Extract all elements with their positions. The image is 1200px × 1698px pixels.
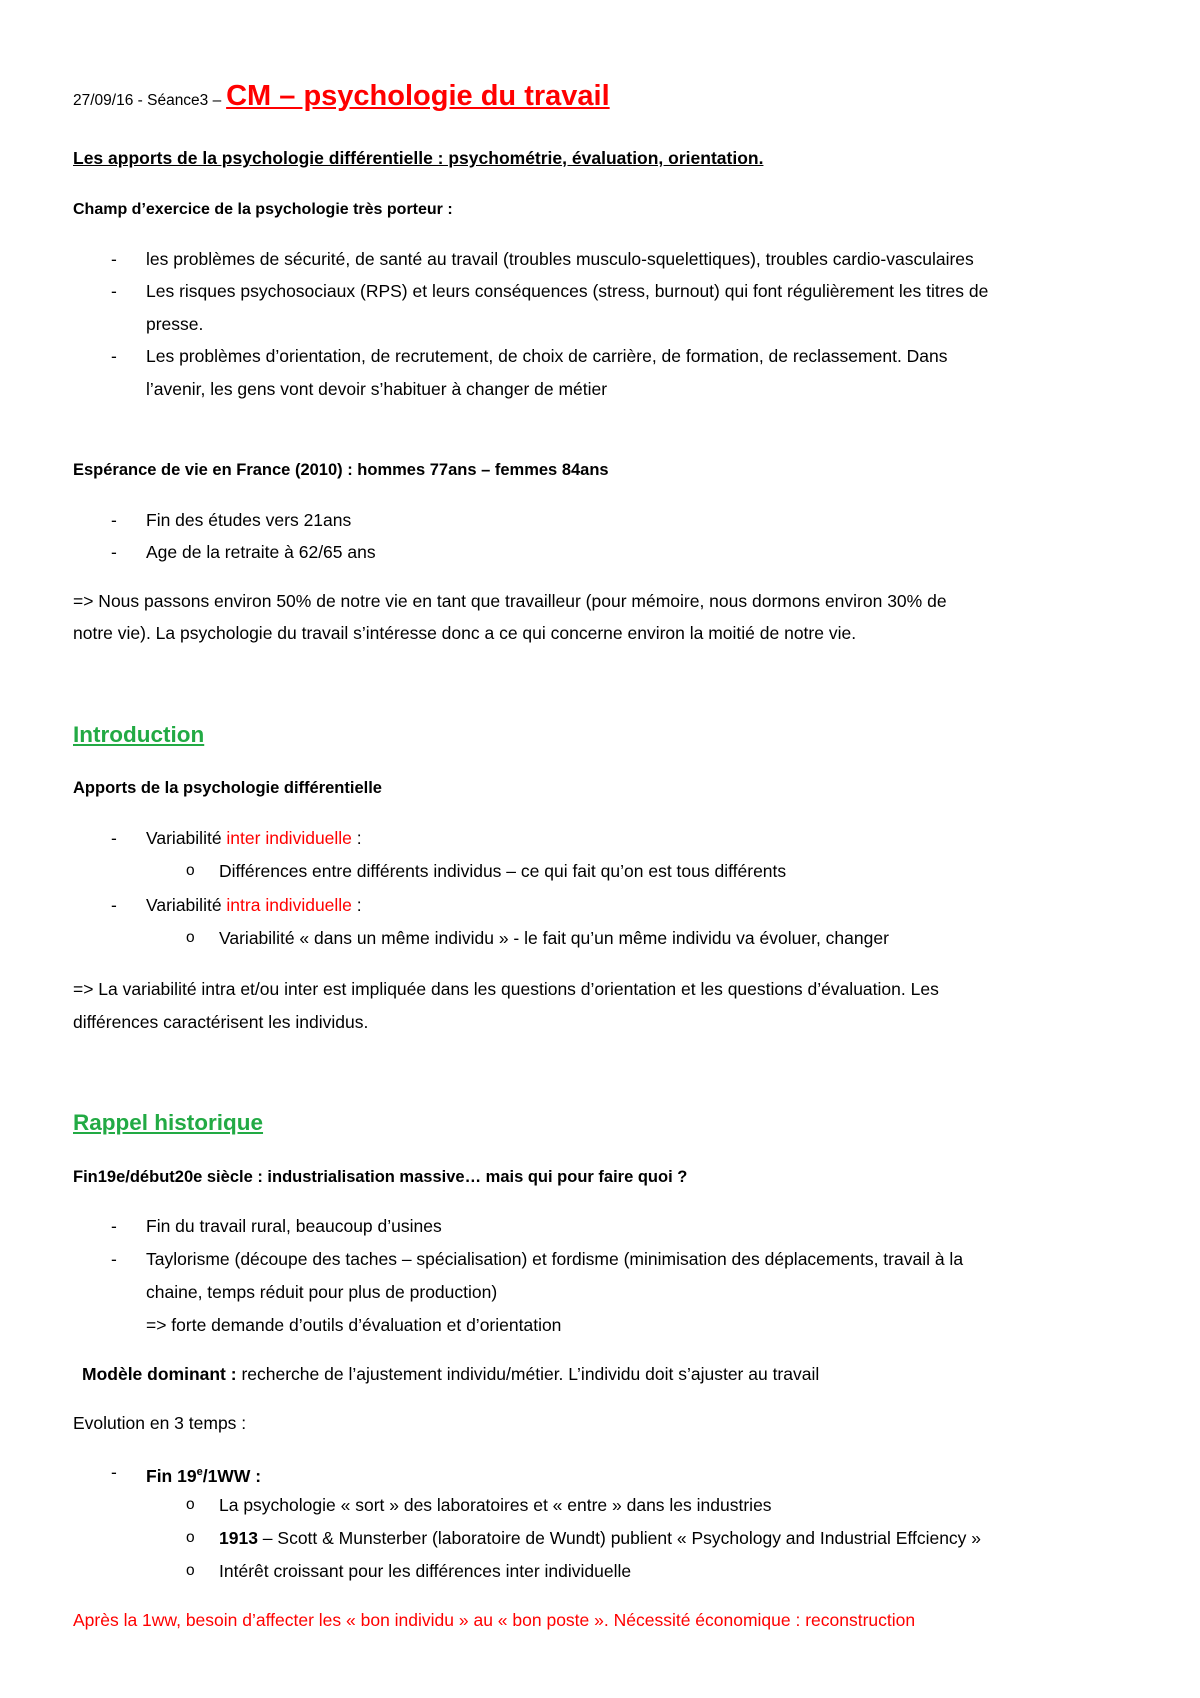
inter-red-term: inter individuelle (226, 828, 352, 848)
bullet-dash: - (111, 895, 117, 915)
sub-bullet-marker: o (186, 862, 195, 879)
champ-item-3: Les problèmes d’orientation, de recrutement, de choix de carrière, de formation, de reclassement. Dans (146, 346, 948, 366)
inter-item (146, 826, 362, 850)
rappel-sub-item-3: Intérêt croissant pour les différences inter individuelle (219, 1561, 632, 1581)
intra-suffix: : (351, 895, 362, 915)
intra-red-term: intra individuelle (226, 895, 352, 915)
esperance-conclusion-1: => Nous passons environ 50% de notre vie en tant que travailleur (pour mémoire, nous dormons environ 30% de (73, 591, 947, 611)
esperance-heading: Espérance de vie en France (2010) : hommes 77ans – femmes 84ans (73, 461, 609, 479)
section-title-introduction: Introduction (73, 722, 205, 747)
sub-bullet-marker: o (186, 1562, 195, 1579)
introduction-conclusion-2: différences caractérisent les individus. (73, 1012, 369, 1032)
sub-bullet-marker: o (186, 929, 195, 946)
esperance-item-1: Fin des études vers 21ans (146, 510, 352, 530)
rappel-item-1: Fin du travail rural, beaucoup d’usines (146, 1216, 442, 1236)
sub-bullet-marker: o (186, 1496, 195, 1513)
sub-bullet-marker: o (186, 1529, 195, 1546)
bullet-dash: - (111, 1249, 117, 1269)
modele-dominant-line (82, 1362, 819, 1386)
page-title: CM – psychologie du travail (226, 80, 610, 112)
rappel-item-2-arrow: => forte demande d’outils d’évaluation et d’orientation (146, 1315, 562, 1335)
rappel-heading: Fin19e/début20e siècle : industrialisation massive… mais qui pour faire quoi ? (73, 1168, 688, 1186)
inter-prefix: Variabilité (146, 828, 227, 848)
bullet-dash: - (111, 1216, 117, 1236)
modele-rest: recherche de l’ajustement individu/métier. L’individu doit s’ajuster au travail (236, 1364, 820, 1384)
bullet-dash: - (111, 346, 117, 366)
modele-bold: Modèle dominant : (82, 1364, 237, 1384)
esperance-item-2: Age de la retraite à 62/65 ans (146, 542, 376, 562)
intra-prefix: Variabilité (146, 895, 227, 915)
bullet-dash: - (111, 281, 117, 301)
champ-item-2-cont: presse. (146, 314, 204, 334)
section-title-rappel: Rappel historique (73, 1110, 264, 1135)
year-1913: 1913 (219, 1528, 258, 1548)
champ-item-3-cont: l’avenir, les gens vont devoir s’habituer à changer de métier (146, 379, 608, 399)
inter-sub-item: Différences entre différents individus – ce qui fait qu’on est tous différents (219, 861, 787, 881)
introduction-conclusion-1: => La variabilité intra et/ou inter est impliquée dans les questions d’orientation et les questions d’évaluation. Les (73, 979, 939, 999)
header-line (73, 78, 610, 119)
fin19-item (146, 1460, 261, 1488)
intra-sub-item: Variabilité « dans un même individu » - le fait qu’un même individu va évoluer, changer (219, 928, 889, 948)
apres-line: Après la 1ww, besoin d’affecter les « bon individu » au « bon poste ». Nécessité économique : reconstruction (73, 1610, 916, 1630)
rappel-sub-item-1: La psychologie « sort » des laboratoires et « entre » dans les industries (219, 1495, 772, 1515)
fin19-sup: e (196, 1466, 203, 1478)
bullet-dash: - (111, 828, 117, 848)
inter-suffix: : (351, 828, 362, 848)
subtitle: Les apports de la psychologie différentielle : psychométrie, évaluation, orientation. (73, 148, 764, 168)
fin19-b: /1WW : (202, 1465, 262, 1486)
fin19-a: Fin 19 (146, 1465, 197, 1486)
date-session: 27/09/16 - Séance3 – (73, 92, 222, 109)
rappel-item-2: Taylorisme (découpe des taches – spécialisation) et fordisme (minimisation des déplacements, travail à la (146, 1249, 964, 1269)
champ-item-2: Les risques psychosociaux (RPS) et leurs conséquences (stress, burnout) qui font régulièrement les titres de (146, 281, 989, 301)
bullet-dash: - (111, 510, 117, 530)
bullet-dash: - (111, 1462, 117, 1482)
introduction-heading: Apports de la psychologie différentielle (73, 779, 382, 797)
rappel-sub-item-2 (219, 1526, 981, 1550)
champ-item-1: les problèmes de sécurité, de santé au travail (troubles musculo-squelettiques), troubles cardio-vasculaires (146, 249, 974, 269)
intra-item (146, 893, 362, 917)
evolution-line: Evolution en 3 temps : (73, 1413, 247, 1433)
rappel-item-2-cont: chaine, temps réduit pour plus de production) (146, 1282, 498, 1302)
esperance-conclusion-2: notre vie). La psychologie du travail s’intéresse donc a ce qui concerne environ la moitié de notre vie. (73, 623, 857, 643)
scott-munsterber-text: – Scott & Munsterber (laboratoire de Wundt) publient « Psychology and Industrial Effciency » (257, 1528, 982, 1548)
bullet-dash: - (111, 249, 117, 269)
bullet-dash: - (111, 542, 117, 562)
champ-heading: Champ d’exercice de la psychologie très porteur : (73, 201, 453, 218)
